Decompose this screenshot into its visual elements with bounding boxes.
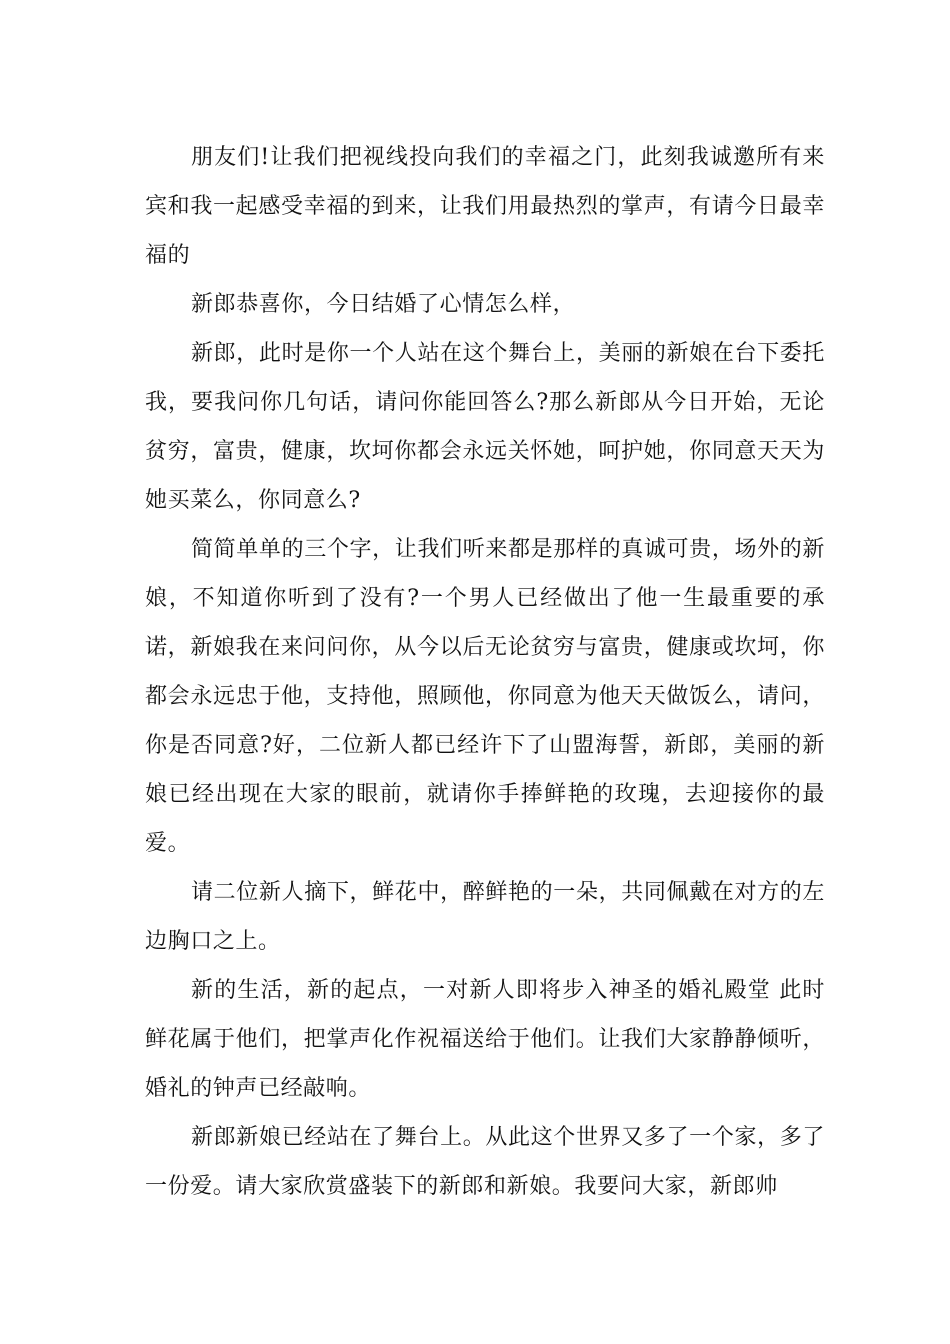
paragraph-3: 新郎，此时是你一个人站在这个舞台上，美丽的新娘在台下委托我，要我问你几句话，请问你能回答么?那么新郎从今日开始，无论贫穷，富贵，健康，坎坷你都会永远关怀她，呵护她，你同意天天为她买菜么，你同意么? (145, 341, 825, 513)
paragraph-5: 请二位新人摘下，鲜花中，醉鲜艳的一朵，共同佩戴在对方的左边胸口之上。 (145, 880, 825, 954)
document-body (145, 133, 825, 1211)
paragraph-7: 新郎新娘已经站在了舞台上。从此这个世界又多了一个家，多了一份爱。请大家欣赏盛装下的新郎和新娘。我要问大家，新郎帅 (145, 1125, 825, 1199)
paragraph-6: 新的生活，新的起点，一对新人即将步入神圣的婚礼殿堂 此时鲜花属于他们，把掌声化作祝福送给于他们。让我们大家静静倾听，婚礼的钟声已经敲响。 (145, 978, 825, 1101)
paragraph-1: 朋友们!让我们把视线投向我们的幸福之门，此刻我诚邀所有来宾和我一起感受幸福的到来，让我们用最热烈的掌声，有请今日最幸福的 (145, 145, 825, 268)
paragraph-2: 新郎恭喜你，今日结婚了心情怎么样， (191, 292, 576, 317)
paragraph-4: 简简单单的三个字，让我们听来都是那样的真诚可贵，场外的新娘，不知道你听到了没有?一个男人已经做出了他一生最重要的承诺，新娘我在来问问你，从今以后无论贫穷与富贵，健康或坎坷，你都会永远忠于他，支持他，照顾他，你同意为他天天做饭么，请问，你是否同意?好，二位新人都已经许下了山盟海誓，新郎，美丽的新娘已经出现在大家的眼前，就请你手捧鲜艳的玫瑰，去迎接你的最爱。 (145, 537, 825, 856)
